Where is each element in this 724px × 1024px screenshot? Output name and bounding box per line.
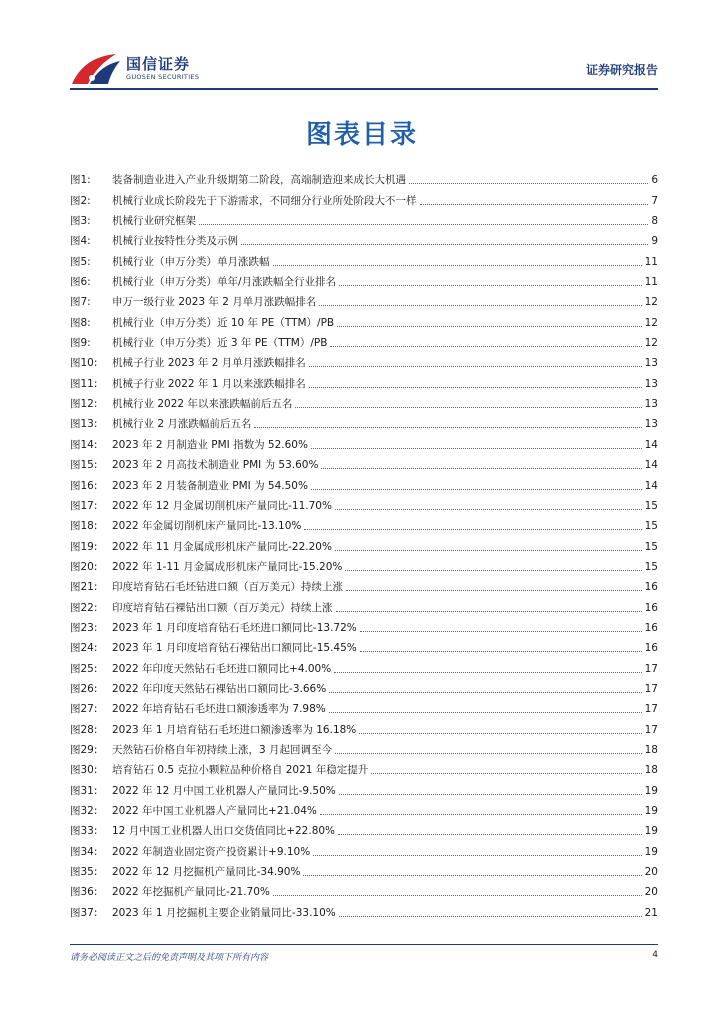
report-type-label: 证券研究报告 [585,63,658,77]
toc-entry[interactable] [70,899,658,919]
toc-entry-page: 13 [644,398,658,411]
toc-entry[interactable] [70,289,658,309]
toc-entry-title: 2022 年印度天然钻石毛坯进口额同比+4.00% [112,662,332,675]
toc-entry-title: 2023 年 1 月印度培育钻石毛坯进口额同比-13.72% [112,621,357,634]
toc-dot-leader [360,631,642,632]
toc-entry[interactable] [70,269,658,289]
toc-dot-leader [334,672,641,673]
toc-entry-title: 2023 年 1 月印度培育钻石裸钻出口额同比-15.45% [112,642,357,655]
guosen-logo-icon [70,52,122,86]
toc-dot-leader [321,468,641,469]
toc-dot-leader [359,733,641,734]
toc-entry-page: 20 [644,886,658,899]
toc-entry-label: 图7: [70,296,91,309]
toc-entry-title: 2022 年金属切削机床产量同比-13.10% [112,520,302,533]
toc-entry-page: 17 [644,703,658,716]
toc-entry-title: 2022 年培育钻石毛坯进口额渗透率为 7.98% [112,703,326,716]
toc-dot-leader [303,875,641,876]
logo-text-cn: 国信证券 [126,55,191,73]
toc-entry-title: 2022 年 1-11 月金属成形机床产量同比-15.20% [112,560,343,573]
toc-entry[interactable] [70,635,658,655]
toc-entry-title: 机械行业研究框架 [112,215,196,228]
toc-dot-leader [311,489,642,490]
toc-dot-leader [304,529,641,530]
toc-entry-title: 2023 年 2 月高技术制造业 PMI 为 53.60% [112,459,319,472]
toc-entry-page: 18 [644,743,658,756]
footer-disclaimer: 请务必阅读正文之后的免责声明及其项下所有内容 [70,953,269,963]
toc-entry-label: 图24: [70,642,98,655]
toc-entry-title: 装备制造业进入产业升级期第二阶段，高端制造迎来成长大机遇 [112,174,406,187]
toc-entry-page: 15 [644,499,658,512]
toc-entry-page: 18 [644,764,658,777]
toc-entry-page: 15 [644,520,658,533]
toc-entry-page: 13 [644,357,658,370]
toc-entry-page: 17 [644,662,658,675]
toc-entry-label: 图33: [70,825,98,838]
toc-entry[interactable] [70,615,658,635]
toc-entry[interactable] [70,533,658,553]
toc-entry-label: 图21: [70,581,98,594]
figure-toc-list [70,167,658,920]
toc-entry-page: 16 [644,581,658,594]
toc-entry[interactable] [70,208,658,228]
toc-entry-title: 培育钻石 0.5 克拉小颗粒品种价格自 2021 年稳定提升 [112,764,369,777]
toc-entry-label: 图29: [70,743,98,756]
toc-entry-page: 13 [644,377,658,390]
toc-entry[interactable] [70,818,658,838]
page-number: 4 [652,950,658,960]
toc-dot-leader [313,855,641,856]
toc-entry[interactable] [70,513,658,533]
toc-entry-label: 图15: [70,459,98,472]
footer-divider [70,944,658,945]
header-divider [70,88,658,90]
toc-entry-page: 12 [644,337,658,350]
toc-entry-label: 图22: [70,601,98,614]
toc-dot-leader [273,265,642,266]
toc-entry[interactable] [70,574,658,594]
toc-dot-leader [335,509,642,510]
toc-entry[interactable] [70,309,658,329]
toc-dot-leader [273,895,642,896]
toc-dot-leader [371,773,641,774]
toc-entry-label: 图6: [70,276,91,289]
toc-entry-title: 印度培育钻石裸钻出口额（百万美元）持续上涨 [112,601,333,614]
toc-entry-title: 2023 年 1 月培育钻石毛坯进口额渗透率为 16.18% [112,723,357,736]
toc-entry-title: 机械行业 2022 年以来涨跌幅前后五名 [112,398,293,411]
toc-entry-page: 19 [644,845,658,858]
toc-entry-label: 图1: [70,174,91,187]
toc-entry-page: 20 [644,866,658,879]
toc-entry[interactable] [70,248,658,268]
toc-dot-leader [336,611,642,612]
toc-entry-page: 17 [644,723,658,736]
toc-entry-page: 8 [651,215,658,228]
toc-dot-leader [329,692,641,693]
toc-entry[interactable] [70,187,658,207]
toc-entry-title: 2022 年中国工业机器人产量同比+21.04% [112,805,317,817]
toc-dot-leader [241,244,648,245]
toc-entry-label: 图19: [70,540,98,553]
toc-entry-label: 图13: [70,418,98,431]
toc-entry-page: 6 [651,174,658,187]
toc-entry[interactable] [70,737,658,757]
toc-entry-page: 12 [644,296,658,309]
toc-entry-page: 16 [644,642,658,655]
toc-entry-page: 15 [644,540,658,553]
toc-entry[interactable] [70,472,658,492]
toc-dot-leader [309,387,642,388]
toc-entry-label: 图37: [70,906,98,919]
toc-entry-title: 机械行业（申万分类）单年/月涨跌幅全行业排名 [112,276,337,289]
toc-entry[interactable] [70,167,658,187]
toc-entry-label: 图11: [70,377,98,390]
toc-dot-leader [309,366,642,367]
toc-entry-title: 2022 年 11 月金属成形机床产量同比-22.20% [112,540,332,553]
toc-entry-title: 机械行业（申万分类）近 10 年 PE（TTM）/PB [112,316,335,329]
toc-entry[interactable] [70,330,658,350]
toc-entry-label: 图34: [70,845,98,858]
toc-dot-leader [339,285,642,286]
toc-entry-label: 图10: [70,357,98,370]
toc-entry[interactable] [70,370,658,390]
toc-dot-leader [329,712,642,713]
toc-entry-page: 7 [651,194,658,207]
toc-dot-leader [345,570,641,571]
page-header [70,48,658,88]
toc-entry-title: 2022 年制造业固定资产投资累计+9.10% [112,845,311,858]
toc-entry-label: 图14: [70,438,98,451]
toc-entry[interactable] [70,777,658,797]
toc-entry[interactable] [70,676,658,696]
toc-dot-leader [339,794,642,795]
toc-entry[interactable] [70,391,658,411]
toc-dot-leader [346,590,642,591]
toc-entry-title: 机械行业成长阶段先于下游需求，不同细分行业所处阶段大不一样 [112,194,417,207]
toc-entry[interactable] [70,716,658,736]
toc-entry-label: 图23: [70,621,98,634]
toc-entry-label: 图4: [70,235,91,248]
toc-entry-title: 机械行业按特性分类及示例 [112,235,238,248]
toc-entry-label: 图3: [70,215,91,228]
toc-entry-page: 19 [644,784,658,797]
toc-entry-title: 2022 年 12 月挖掘机产量同比-34.90% [112,866,301,879]
toc-entry-title: 机械行业（申万分类）单月涨跌幅 [112,255,270,268]
toc-dot-leader [330,346,641,347]
toc-entry-label: 图32: [70,805,98,817]
toc-entry-label: 图36: [70,886,98,899]
toc-entry[interactable] [70,696,658,716]
toc-entry-page: 16 [644,621,658,634]
toc-entry-title: 机械行业（申万分类）近 3 年 PE（TTM）/PB [112,337,328,350]
toc-dot-leader [311,448,642,449]
toc-entry-title: 2022 年 12 月金属切削机床产量同比-11.70% [112,499,332,512]
toc-entry[interactable] [70,594,658,614]
toc-entry-title: 2022 年印度天然钻石裸钻出口额同比-3.66% [112,682,327,695]
toc-entry[interactable] [70,757,658,777]
toc-entry-title: 2022 年挖掘机产量同比-21.70% [112,886,270,899]
toc-dot-leader [254,427,641,428]
toc-entry-label: 图30: [70,764,98,777]
toc-entry-page: 13 [644,418,658,431]
toc-entry[interactable] [70,798,658,818]
page-title: 图表目录 [305,120,418,150]
toc-dot-leader [420,204,649,205]
toc-entry-title: 天然钻石价格自年初持续上涨，3 月起回调至今 [112,743,333,756]
toc-entry[interactable] [70,493,658,513]
toc-dot-leader [335,753,642,754]
toc-entry[interactable] [70,554,658,574]
toc-dot-leader [337,326,642,327]
toc-entry-label: 图27: [70,703,98,716]
toc-entry-label: 图26: [70,682,98,695]
toc-entry[interactable] [70,838,658,858]
toc-entry-page: 16 [644,601,658,614]
toc-dot-leader [199,224,648,225]
toc-entry-title: 2023 年 2 月制造业 PMI 指数为 52.60% [112,438,308,451]
toc-entry-label: 图5: [70,255,91,268]
toc-entry-label: 图2: [70,194,91,207]
toc-dot-leader [320,814,642,815]
toc-entry[interactable] [70,879,658,899]
company-logo [70,52,230,88]
toc-entry-title: 印度培育钻石毛坯钻进口额（百万美元）持续上涨 [112,581,343,594]
toc-entry-title: 2023 年 1 月挖掘机主要企业销量同比-33.10% [112,906,336,919]
toc-dot-leader [338,834,642,835]
toc-entry[interactable] [70,228,658,248]
toc-entry[interactable] [70,431,658,451]
toc-entry-title: 申万一级行业 2023 年 2 月单月涨跌幅排名 [112,296,317,309]
toc-entry-label: 图20: [70,560,98,573]
toc-entry-page: 21 [644,906,658,919]
toc-entry-title: 机械行业 2 月涨跌幅前后五名 [112,418,252,431]
logo-text-en: GUOSEN SECURITIES [126,73,200,81]
toc-entry-label: 图8: [70,316,91,329]
toc-entry-title: 机械子行业 2022 年 1 月以来涨跌幅排名 [112,377,306,390]
toc-entry-label: 图25: [70,662,98,675]
toc-entry-page: 14 [644,459,658,472]
toc-entry-label: 图35: [70,866,98,879]
toc-entry-page: 19 [644,805,658,817]
toc-entry-page: 11 [644,255,658,268]
toc-entry-label: 图18: [70,520,98,533]
toc-entry[interactable] [70,411,658,431]
toc-entry-page: 19 [644,825,658,838]
toc-entry[interactable] [70,350,658,370]
toc-entry-label: 图12: [70,398,98,411]
toc-dot-leader [360,651,642,652]
toc-dot-leader [409,183,648,184]
toc-dot-leader [339,916,642,917]
toc-dot-leader [335,550,642,551]
toc-dot-leader [295,407,641,408]
toc-entry-page: 14 [644,479,658,492]
toc-entry-label: 图16: [70,479,98,492]
toc-entry-title: 2023 年 2 月装备制造业 PMI 为 54.50% [112,479,308,492]
toc-entry[interactable] [70,859,658,879]
toc-dot-leader [319,305,641,306]
toc-entry[interactable] [70,655,658,675]
toc-entry-label: 图28: [70,723,98,736]
toc-entry-page: 14 [644,438,658,451]
toc-entry-label: 图17: [70,499,98,512]
toc-entry-label: 图9: [70,337,91,350]
toc-entry-title: 2022 年 12 月中国工业机器人产量同比-9.50% [112,784,336,797]
toc-entry-page: 15 [644,560,658,573]
toc-entry-page: 17 [644,682,658,695]
toc-entry-page: 12 [644,316,658,329]
toc-entry-title: 12 月中国工业机器人出口交货值同比+22.80% [112,825,336,838]
toc-entry-page: 9 [651,235,658,248]
toc-entry-page: 11 [644,276,658,289]
toc-entry-title: 机械子行业 2023 年 2 月单月涨跌幅排名 [112,357,306,370]
toc-entry-label: 图31: [70,784,98,797]
toc-entry[interactable] [70,452,658,472]
